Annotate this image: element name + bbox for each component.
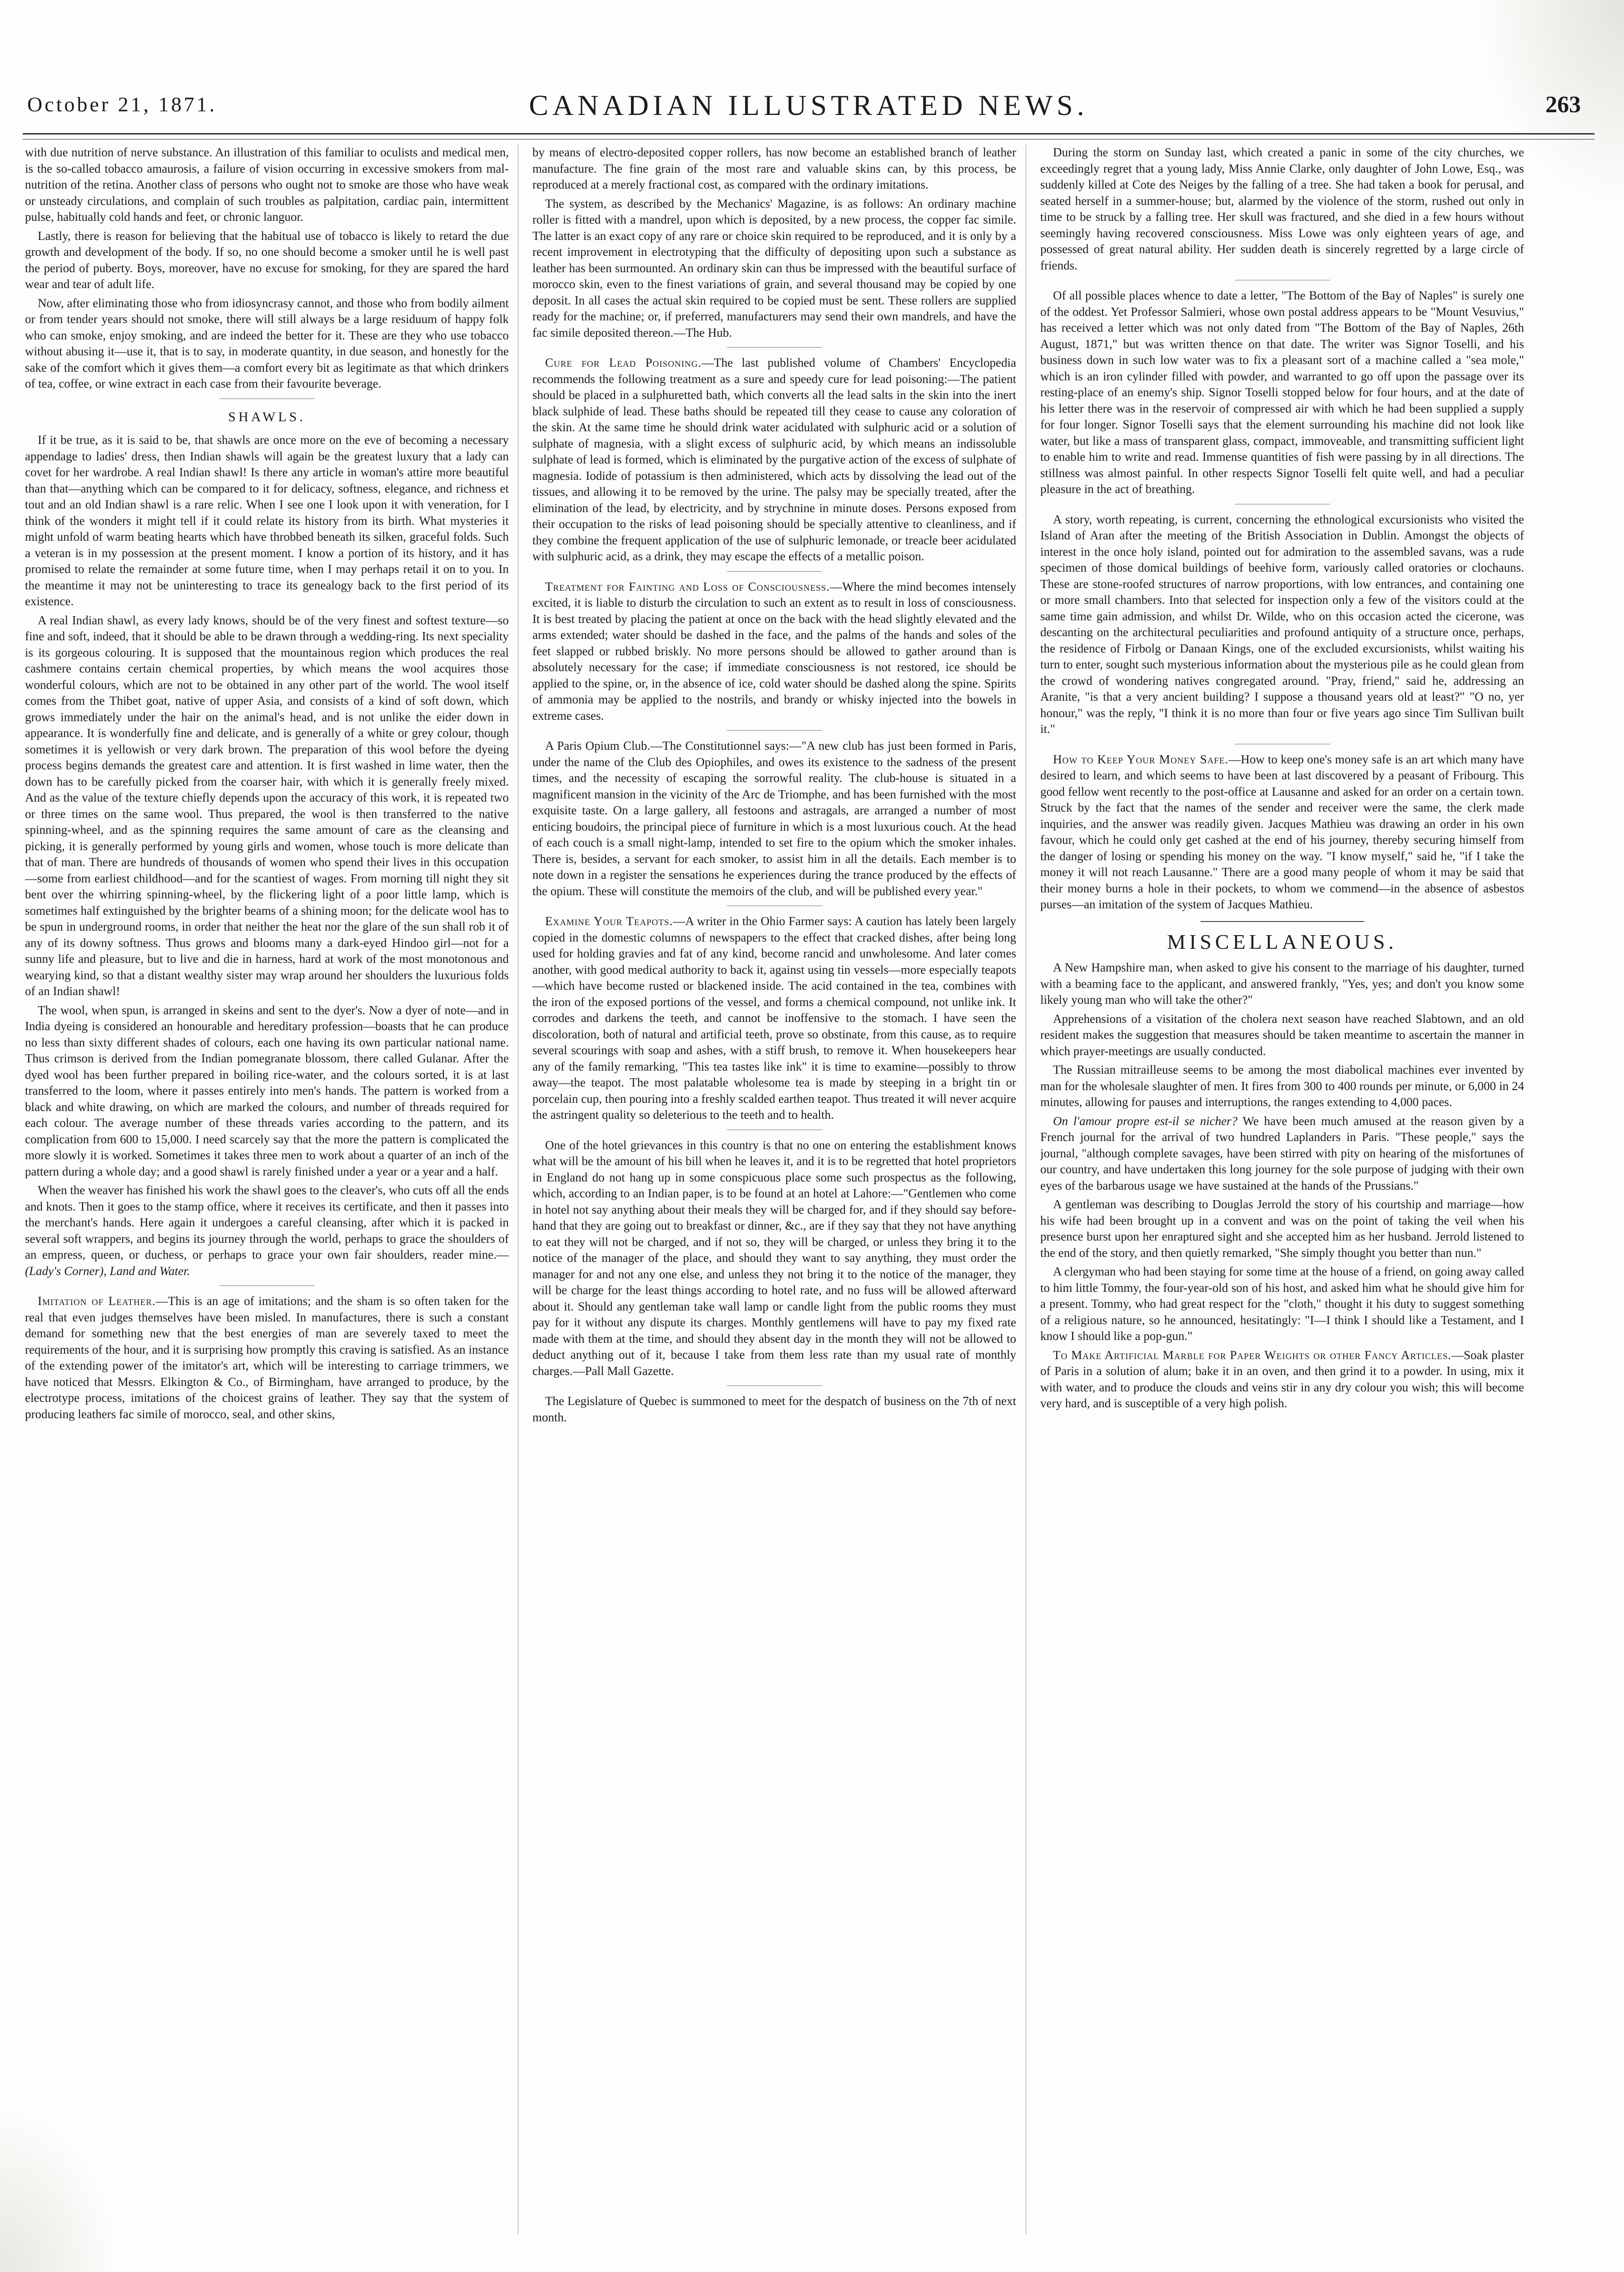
article-paragraph: Now, after eliminating those who from idiosyncrasy cannot, and those who from bodily ailment or from tender years should not smoke, there will still always be a large residuum of happy folk who can smoke, enjoy smoking, and are indeed the better for it. These are they who use tobacco without abusing it—use it, that is to say, in moderate quantity, in due season, and honestly for the sake of the comfort which it gives them—a comfort every bit as legitimate as that which drinkers of tea, coffee, or wine extract in each case from their favourite beverage. [25, 296, 509, 390]
article-paragraph: with due nutrition of nerve substance. An illustration of this familiar to oculists and medical men, is the so-called tobacco amaurosis, a failure of vision occurring in excessive smokers from mal-nutrition of the retina. Another class of persons who ought not to smoke are those who have weak or unsteady circulations, and complain of such troubles as palpitation, cardiac pain, intermittent pulse, habitually cold hands and feet, or chronic languor. [25, 145, 509, 224]
article-paragraph: A story, worth repeating, is current, concerning the ethnological excursionists who visited the Island of Aran after the meeting of the British Association in Dublin. Amongst the objects of interest in the once holy island, pointed out for admiration to the assembled savans, was a rude specimen of those domical buildings of beehive form, variously called oratories or clochauns. These are stone-roofed structures of narrow proportions, with low entrances, and containing one or more small chambers. Into that selected for inspection only a few of the visitors could at the same time gain admission, and whilst Dr. Wilde, who on this occasion acted the cicerone, was descanting on the architectural peculiarities and profound antiquity of a structure once, perhaps, the residence of Firbolg or Danaan Kings, one of the excluded excursionists, whilst waiting his turn to enter, sought such mysterious information about the mysterious pile as he could glean from the crowd of wondering natives congregated around. "Pray, friend," said he, addressing an Aranite, "is that a very ancient building? I suppose a thousand years old at least?" "O no, yer honour," was the reply, "I think it is no more than four or five years ago since Tim Sullivan built it." [1040, 512, 1524, 736]
paragraph-lead: Imitation of Leather. [38, 1294, 156, 1308]
newspaper-title: CANADIAN ILLUSTRATED NEWS. [529, 89, 1088, 121]
paragraph-text: We have been much amused at the reason given by a French journal for the arrival of two hundred Laplanders in Paris. "These people," says the journal, "although complete savages, have been stirred with pity on hearing of the misfortunes of our country, and have undertaken this long journey for the sole purpose of judging with their own eyes of the barbarous usage we have sustained at the hands of the Prussians." [1040, 1114, 1524, 1192]
article-paragraph: The system, as described by the Mechanics' Magazine, is as follows: An ordinary machine roller is fitted with a mandrel, upon which is deposited, by a new process, the copper fac simile. The latter is an exact copy of any rare or choice skin required to be reproduced, and it is only by a recent improvement in electrotyping that the difficulty of depositing upon such a substance as leather has been surmounted. An ordinary skin can thus be impressed with the beautiful surface of morocco skin, even to the finest variations of grain, and several thousand may be copied by one deposit. In all cases the actual skin required to be copied must be sent. These rollers are supplied ready for the machine; or, if preferred, manufacturers may send their own mandrels, and have the fac simile deposited thereon.—The Hub. [532, 196, 1016, 339]
article-paragraph: A real Indian shawl, as every lady knows, should be of the very finest and softest texture—so fine and soft, indeed, that it should be able to be drawn through a wedding-ring. Its next speciality is its gorgeous colouring. It is supposed that the mountainous region which produces the real cashmere contains certain chemical properties, by which means the wool acquires those wonderful colours, which are not to be obtained in any other part of the world. The wool itself comes from the Thibet goat, native of upper Asia, and consists of a kind of soft down, which grows immediately under the hair on the animal's head, and is not unlike the eider down in appearance. It is wonderfully fine and delicate, and is generally of a white or grey colour, though sometimes it is yellowish or very dark brown. The preparation of this wool before the dyeing process begins demands the greatest care and attention. It is first washed in lime water, then the down has to be carefully picked from the coarser hair, with which it is generally freely mixed. And as the value of the texture chiefly depends upon the accuracy of this work, it is repeated two or three times on the same wool. Thus prepared, the wool is then transferred to the native spinning-wheel, and as the spinning requires the same amount of care as the cleansing and picking, it is generally performed by young girls and women, whose touch is more delicate than that of man. There are hundreds of thousands of women who spend their lives in this occupation—some from earliest childhood—and for the scantiest of wages. From morning till night they sit bent over the whirring spinning-wheel, by the flickering light of a poor little lamp, which is sometimes half extinguished by the brighter beams of a shining moon; for the delicate wool has to be spun in underground rooms, in order that neither the heat nor the glare of the sun shall rob it of any of its downy softness. Thus grows and blooms many a dark-eyed Hindoo girl—not for a sunny life and pleasure, but to live and die in harness, hard at work of the most monotonous and wearying kind, so that a distant wealthy sister may wrap around her shoulders the luxurious folds of an Indian shawl! [25, 613, 509, 998]
column-2 [532, 144, 1016, 2244]
article-paragraph [1040, 1347, 1524, 1412]
section-separator [727, 347, 822, 348]
citation: (Lady's Corner), Land and Water. [25, 1264, 190, 1278]
article-paragraph: The Legislature of Quebec is summoned to meet for the despatch of business on the 7th of next month. [532, 1394, 1016, 1424]
article-paragraph: Of all possible places whence to date a letter, "The Bottom of the Bay of Naples" is surely one of the oddest. Yet Professor Salmieri, whose own postal address appears to be "Mount Vesuvius," has received a letter which was not only dated from "The Bottom of the Bay of Naples, 26th August, 1871," but was written thence on that date. The writer was Signor Toselli, and his business down in such low water was to fix a pleasant sort of a machine called a "sea mole," which is an iron cylinder filled with powder, and warranted to go off upon the passage over its resting-place of an enemy's ship. Signor Toselli stopped below for four hours, and at the date of his letter there was in the reservoir of compressed air with which he had been supplied a supply for four longer. Signor Toselli says that the element surrounding his machine did not look like water, but like a mass of transparent glass, compact, immoveable, and transmitting sufficient light to enable him to write and read. Immense quantities of fish were passing by in all directions. The stillness was almost painful. In other respects Signor Toselli felt quite well, and had a peculiar pleasure in the act of breathing. [1040, 289, 1524, 496]
article-paragraph [1040, 1113, 1524, 1194]
article-paragraph: A Paris Opium Club.—The Constitutionnel says:—"A new club has just been formed in Paris, under the name of the Club des Opiophiles, and owes its existence to the sadness of the present times, and the necessity of escaping the sorrowful reality. The club-house is situated in a magnificent mansion in the vicinity of the Arc de Triomphe, and has been furnished with the most exquisite taste. On a large gallery, all festoons and astragals, are arranged a number of most enticing boudoirs, the principal piece of furniture in which is a most luxurious couch. At the head of each couch is a small night-lamp, intended to set fire to the opium which the smoker inhales. There is, besides, a servant for each smoker, to assist him in all the details. Each member is to note down in a register the sensations he experiences during the trance produced by the effects of the opium. These will constitute the memoirs of the club, and will be published every year." [532, 739, 1016, 898]
article-paragraph [25, 1293, 509, 1422]
article-paragraph: Apprehensions of a visitation of the cholera next season have reached Slabtown, and an old resident makes the suggestion that measures should be taken meantime to ascertain the manner in which prayer-meetings are usually conducted. [1040, 1011, 1524, 1058]
section-separator [727, 571, 822, 572]
article-paragraph: The Russian mitrailleuse seems to be among the most diabolical machines ever invented by man for the wholesale slaughter of men. It fires from 300 to 400 rounds per minute, or 6,000 in 24 minutes, allowing for pauses and interruptions, the ranges extending to 4,000 paces. [1040, 1063, 1524, 1109]
column-1 [25, 144, 509, 2244]
article-paragraph: Lastly, there is reason for believing that the habitual use of tobacco is likely to retard the due growth and development of the body. If so, no one should become a smoker until he is well past the period of puberty. Boys, moreover, have no excuse for smoking, for they are spared the hard wear and tear of adult life. [25, 229, 509, 291]
paragraph-lead: To Make Artificial Marble for Paper Weights or other Fancy Articles. [1053, 1348, 1452, 1362]
page-number: 263 [1545, 92, 1581, 118]
article-paragraph: During the storm on Sunday last, which created a panic in some of the city churches, we exceedingly regret that a young lady, Miss Annie Clarke, only daughter of John Lowe, Esq., was suddenly killed at Cote des Neiges by the falling of a tree. She had taken a book for perusal, and seated herself in a summer-house; but, alarmed by the violence of the storm, rushed out only in time to be struck by a falling tree. Her skull was fractured, and she died in a few hours without seemingly having recovered consciousness. Miss Lowe was only eighteen years of age, and possessed of great natural ability. Her sudden death is sincerely regretted by a large circle of friends. [1040, 145, 1524, 272]
paragraph-text: —Where the mind becomes intensely excited, it is liable to disturb the circulation to such an extent as to result in loss of consciousness. It is best treated by placing the patient at once on the back with the head slightly elevated and the arms extended; water should be dashed in the face, and the palms of the hands and soles of the feet slapped or rubbed briskly. No more persons should be allowed to gather around than is absolutely necessary for the case; if immediate consciousness is not restored, ice should be applied to the spine, or, in the absence of ice, cold water should be dashed along the spine. Spirits of ammonia may be applied to the nostrils, and brandy or whisky injected into the bowels in extreme cases. [532, 579, 1016, 722]
article-paragraph: A New Hampshire man, when asked to give his consent to the marriage of his daughter, turned with a beaming face to the applicant, and answered frankly, "Yes, yes; and don't you know some likely young man who will take the other?" [1040, 961, 1524, 1006]
section-separator [219, 1285, 315, 1286]
paragraph-lead: On l'amour propre est-il se nicher? [1053, 1114, 1238, 1128]
section-separator [1201, 921, 1364, 922]
paragraph-lead: Examine Your Teapots. [545, 914, 673, 928]
article-paragraph [532, 355, 1016, 565]
paragraph-text: —The last published volume of Chambers' Encyclopedia recommends the following treatment as a sure and speedy cure for lead poisoning:—The patient should be placed in a sulphuretted bath, which converts all the lead salts in the skin into the inert black sulphide of lead. These baths should be repeated till they cease to cause any coloration of the skin. At the same time he should drink water acidulated with sulphuric acid or a solution of sulphate of magnesia, with a slight excess of sulphuric acid, by which means an indissoluble sulphate of lead is formed, which is eliminated by the purgative action of the excess of sulphate of magnesia. Iodide of potassium is then administered, which acts by dissolving the lead out of the tissues, and allowing it to be removed by the urine. The palsy may be specially treated, after the elimination of the lead, by electricity, and by strychnine in minute doses. Persons exposed from their occupation to the risks of lead poisoning should be specially attentive to cleanliness, and if they combine the frequent application of the use of sulphuric lemonade, or treacle beer acidulated with sulphuric acid, as a drink, they may escape the effects of a metallic poison. [532, 356, 1016, 563]
article-paragraph: If it be true, as it is said to be, that shawls are once more on the eve of becoming a necessary appendage to ladies' dress, then Indian shawls will again be the greatest luxury that a lady can covet for her wardrobe. A real Indian shawl! Is there any article in woman's attire more beautiful than that—anything which can be compared to it for delicacy, softness, elegance, and richness et tout and an old Indian shawl is a rare relic. When I see one I look upon it with veneration, for I think of the wonders it might tell if it could relate its history from its birth. What mysteries it might unfold of warm beating hearts which have throbbed beneath its silken, graceful folds. Such a veteran is in my possession at the present moment. I know a portion of its history, and it has promised to relate the remainder at some future time, when I may perhaps retail it on to you. In the meantime it may not be uninteresting to trace its genealogy back to the first period of its existence. [25, 433, 509, 608]
section-separator [727, 1385, 822, 1386]
issue-date: October 21, 1871. [27, 93, 217, 116]
paragraph-text: When the weaver has finished his work the shawl goes to the cleaver's, who cuts off all the ends and knots. Then it goes to the stamp office, where it receives its certificate, and then it passes into the merchant's hands. Here again it undergoes a careful cleansing, after which it is packed in several soft wrappers, and begins its journey through the world, perhaps to grace the shoulders of an empress, queen, or duchess, or perhaps to grace your own fair shoulders, reader mine.— [25, 1183, 509, 1261]
article-paragraph [25, 1182, 509, 1279]
article-paragraph [1040, 752, 1524, 913]
article-paragraph: A clergyman who had been staying for some time at the house of a friend, on going away called to him little Tommy, the four-year-old son of his host, and asked him what he should give him for a present. Tommy, who had great respect for the "cloth," thought it his duty to suggest something of a religious nature, so he announced, hesitatingly: "I—I think I should like a Testament, and I know I should like a pop-gun." [1040, 1265, 1524, 1343]
section-separator [727, 730, 822, 731]
article-paragraph: One of the hotel grievances in this country is that no one on entering the establishment knows what will be the amount of his bill when he leaves it, and it is to be regretted that hotel proprietors in England do not hang up in some conspicuous place some such prospectus as the following, which, according to an Indian paper, is to be found at an hotel at Lahore:—"Gentlemen who come in hotel not say anything about their meals they will be charged for, and if they should say before-hand that they are going out to breakfast or dinner, &c., are if they say that they not have anything to eat they will not be charged, and if not so, they will be charged, or unless they bring it to the notice of the manager of the place, and should they want to say anything, they must order the manager for and not any one else, and unless they not bring it to the notice of the manager, they will be charge for the least things according to hotel rate, and no fuss will be allowed afterward about it. Should any gentleman take wall lamp or candle light from the public rooms they must pay for it without any dispute its charges. Monthly gentlemens will have to pay my fixed rate made with them at the time, and should they absent day in the month they will not be allowed to deduct anything out of it, because I take from them less rate than my usual rate of monthly charges.—Pall Mall Gazette. [532, 1138, 1016, 1378]
paragraph-lead: How to Keep Your Money Safe. [1053, 752, 1229, 766]
section-heading-shawls: SHAWLS. [228, 409, 306, 424]
section-heading-miscellaneous: MISCELLANEOUS. [1167, 930, 1397, 953]
article-paragraph: The wool, when spun, is arranged in skeins and sent to the dyer's. Now a dyer of note—and in India dyeing is considered an honourable and hereditary profession—boasts that he can produce no less than sixty different shades of colours, each one having its own particular national name. Thus crimson is derived from the Indian pomegranate blossom, there called Gulanar. After the dyed wool has been further prepared in boiling rice-water, and the colours sorted, it is at last transferred to the loom, where it passes entirely into men's hands. The pattern is worked from a black and white drawing, on which are marked the colours, and number of threads required for each colour. The average number of these threads varies according to the pattern, and its complication from 600 to 15,000. I need scarcely say that the more the pattern is complicated the more slowly it is worked. Sometimes it takes three men to work about a quarter of an inch of the pattern during a whole day; and a good shawl is rarely finished under a year or a year and a half. [25, 1003, 509, 1178]
header-rule [23, 133, 1594, 140]
article-paragraph: A gentleman was describing to Douglas Jerrold the story of his courtship and marriage—how his wife had been brought up in a convent and was on the point of taking the veil when his presence burst upon her enraptured sight and she accepted him as her husband. Jerrold listened to the end of the story, and then quietly remarked, "She simply thought you better than nun." [1040, 1197, 1524, 1260]
article-paragraph: by means of electro-deposited copper rollers, has now become an established branch of leather manufacture. The fine grain of the most rare and valuable skins can, by this process, be reproduced at a merely fractional cost, as compared with the ordinary imitations. [532, 145, 1016, 191]
column-3 [1040, 144, 1524, 2244]
article-paragraph [532, 579, 1016, 724]
paragraph-lead: Cure for Lead Poisoning. [545, 356, 702, 369]
article-paragraph [532, 913, 1016, 1123]
paragraph-lead: Treatment for Fainting and Loss of Consciousness. [545, 579, 830, 593]
paragraph-text: —A writer in the Ohio Farmer says: A caution has lately been largely copied in the domestic columns of newspapers to the effect that cracked dishes, after being long used for holding gravies and fat of any kind, become rancid and unwholesome. And later comes another, with good medical authority to back it, against using tin vessels—more especially teapots—which have become rusted or blackened inside. The acid contained in the tea, combines with the iron of the exposed portions of the vessel, and forms a chemical compound, not unlike ink. It corrodes and darkens the teeth, and cannot be inoffensive to the stomach. I have seen the discoloration, both of natural and artificial teeth, prove so obstinate, from this cause, as to require several scourings with soap and ashes, with a stiff brush, to remove it. When housekeepers hear any of the family remarking, "This tea tastes like ink" it is time to examine—possibly to throw away—the teapot. The most palatable wholesome tea is made by steeping in a bright tin or porcelain cup, then pouring into a freshly scalded earthen teapot. Thus treated it will never acquire the astringent quality so deleterious to the teeth and to health. [532, 914, 1016, 1121]
paragraph-text: —How to keep one's money safe is an art which many have desired to learn, and which seems to have been at last discovered by a peasant of Fribourg. This good fellow went recently to the post-office at Lausanne and asked for an order on a certain town. Struck by the fact that the names of the sender and receiver were the same, the clerk made inquiries, and the answer was readily given. Jacques Mathieu was drawing an order in his own favour, which he could only get cashed at the end of his journey, thereby securing himself from the danger of losing or spending his money on the way. "I know myself," said he, "if I take the money it will not reach Lausanne." There are a good many people of whom it may be said that their money burns a hole in their pockets, to whom we commend—in the absence of asbestos purses—an imitation of the system of Jacques Mathieu. [1040, 752, 1524, 911]
paragraph-text: —This is an age of imitations; and the sham is so often taken for the real that even judges themselves have been misled. In manufactures, there is such a constant demand for something new that the best energies of man are severely taxed to meet the requirements of the hour, and it is surprising how promptly this craving is satisfied. As an instance of the extending power of the imitator's art, which will be interesting to carriage trimmers, we have noticed that Messrs. Elkington & Co., of Birmingham, have arranged to produce, by the electrotype process, imitations of the choicest grains of leather. They say that the system of producing leathers fac simile of morocco, seal, and other skins, [25, 1294, 509, 1421]
paragraph-text: —Soak plaster of Paris in a solution of alum; bake it in an oven, and then grind it to a powder. In using, mix it with water, and to produce the clouds and veins stir in any dry colour you wish; this will become very hard, and is susceptible of a very high polish. [1040, 1348, 1524, 1410]
masthead [27, 89, 1590, 130]
